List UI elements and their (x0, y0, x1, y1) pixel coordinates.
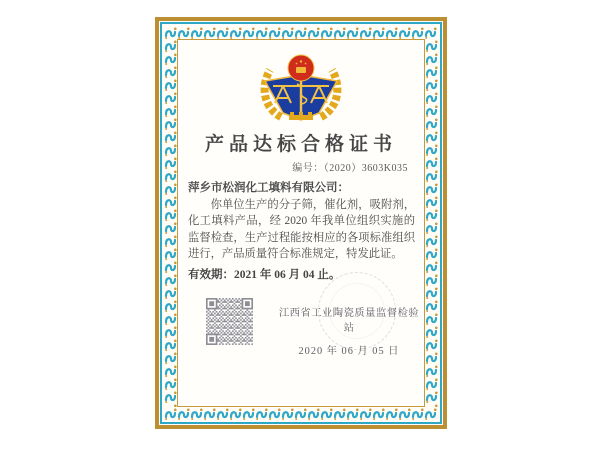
company-name: 萍乡市松润化工填料有限公司： (188, 182, 349, 194)
certificate-number: 编号：（2020）3603K035 (292, 163, 408, 174)
border-scroll-left (164, 39, 177, 407)
certificate-title: 产品达标合格证书 (204, 134, 397, 155)
issue-date: 2020 年 06 月 05 日 (298, 346, 400, 357)
qr-code (206, 297, 253, 346)
certificate-frame (155, 17, 447, 429)
issuing-authority: 江西省工业陶瓷质量监督检验站 (278, 308, 420, 334)
inner-gold-line (177, 39, 425, 407)
certificate-body: 你单位生产的分子筛，催化剂，吸附剂，化工填料产品，经 2020 年我单位组织实施的监督检查，生产过程能按相应的各项标准组织进行，产品质量符合标准规定，特发此证。 (188, 199, 415, 261)
quality-supervision-emblem-icon (253, 53, 349, 125)
teal-frame-line (160, 22, 442, 424)
border-scroll-top (164, 26, 438, 39)
validity-line: 有效期：2021 年 06 月 04 止。 (188, 269, 341, 281)
border-scroll-bottom (164, 407, 438, 420)
border-scroll-right (425, 39, 438, 407)
certificate-content (178, 40, 424, 406)
ornate-border-band (164, 26, 438, 420)
